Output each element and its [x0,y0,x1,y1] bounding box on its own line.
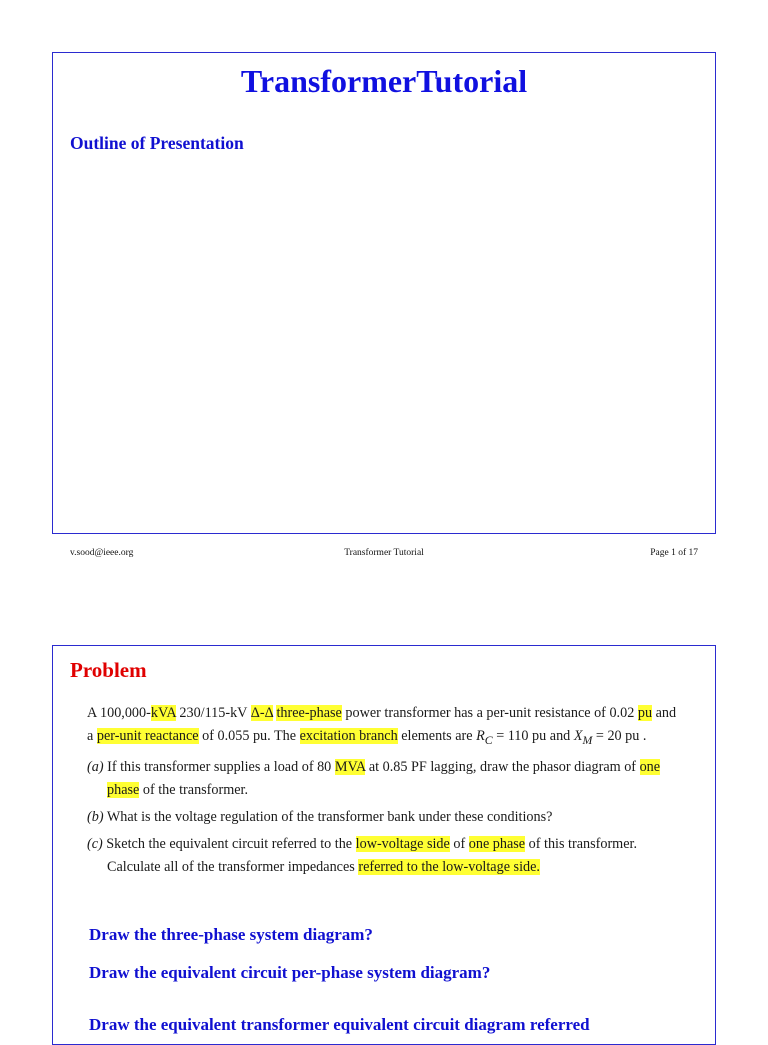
highlight-one-phase: one phase [107,758,661,798]
footer-title: Transformer Tutorial [344,548,424,558]
question-per-phase-diagram: Draw the equivalent circuit per-phase system diagram? [89,963,491,982]
problem-statement [87,702,683,883]
question-equivalent-circuit: Draw the equivalent transformer equivalent circuit diagram referred [89,1015,590,1034]
slide-title: TransformerTutorial [240,63,528,99]
problem-intro: A 100,000-kVA 230/115-kV Δ-Δ three-phase power transformer has a per-unit resistance of 0.02 pu and a per-unit reactance of 0.055 pu. The excitation branch elements are $R_C = 110$ pu and $X_M = 20$ pu . [87,705,677,747]
slide-2 [52,645,716,1045]
question-three-phase-diagram: Draw the three-phase system diagram? [89,925,373,944]
highlight-one-phase-c: one phase [468,835,526,852]
footer-email: v.sood@ieee.org [70,548,134,558]
problem-heading: Problem [70,658,147,682]
highlight-delta: Δ-Δ [250,705,273,721]
highlight-three-phase: three-phase [276,705,342,721]
footer-page-number: Page 1 of 17 [650,548,698,558]
highlight-pu: pu [637,705,653,721]
problem-part-c: (c) Sketch the equivalent circuit referred to the low-voltage side of one phase of this transformer. Calculate all of the transformer impedances referred to the low-voltage side. [87,835,637,875]
highlight-excitation: excitation branch [299,728,398,744]
outline-heading: Outline of Presentation [70,133,244,153]
highlight-mva: MVA [334,758,366,775]
highlight-low-voltage-side: low-voltage side [355,835,450,852]
highlight-referred: referred to the low-voltage side. [358,858,540,875]
slide-1 [52,52,716,534]
problem-part-b: (b) What is the voltage regulation of the transformer bank under these conditions? [87,808,553,825]
highlight-kva: kVA [150,705,176,721]
highlight-reactance: per-unit reactance [96,728,199,744]
problem-part-a: (a) If this transformer supplies a load of 80 MVA at 0.85 PF lagging, draw the phasor diagram of one phase of the transformer. [87,758,661,798]
